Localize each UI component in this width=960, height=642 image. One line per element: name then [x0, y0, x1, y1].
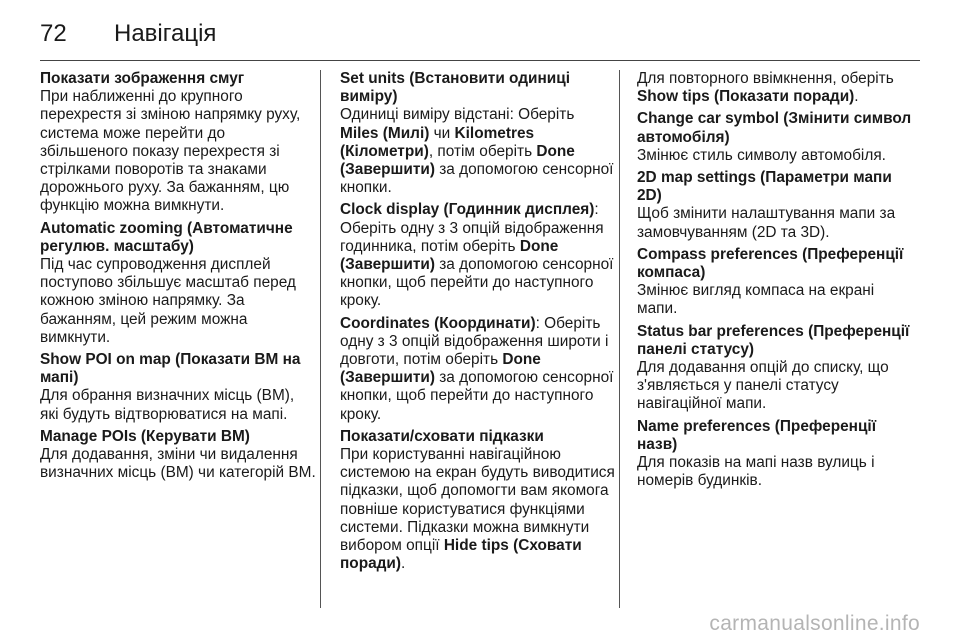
entry-body — [40, 88, 316, 215]
option-name: Kilometres (Кілометри) — [340, 124, 535, 160]
body-text: Для обрання визначних місць (ВМ), які будуть відтворюватися на мапі. — [40, 387, 295, 423]
entry-heading: Показати/сховати підказки — [340, 427, 544, 445]
section-title: Навігація — [114, 20, 217, 47]
header-rule — [40, 60, 920, 61]
column-divider — [619, 70, 620, 608]
text-column-1 — [40, 70, 316, 486]
manual-entry — [340, 315, 616, 424]
body-text: Змінює вигляд компаса на екрані мапи. — [637, 282, 875, 318]
entry-heading: Show POI on map (Показати ВМ на мапі) — [40, 351, 301, 387]
entry-body — [340, 106, 616, 197]
entry-body — [40, 446, 316, 482]
body-text: Одиниці виміру відстані: Оберіть — [340, 106, 575, 124]
manual-entry — [40, 351, 316, 424]
entry-body — [40, 256, 316, 347]
entry-body — [637, 205, 917, 241]
entry-heading: Compass preferences (Преференції компаса) — [637, 245, 904, 282]
manual-entry — [340, 70, 616, 197]
option-name: Done (Завершити) — [340, 237, 559, 274]
entry-body — [340, 446, 616, 573]
body-text: : Оберіть одну з 3 опцій відображення широти і довготи, потім оберіть — [340, 314, 609, 369]
option-name: Done (Завершити) — [340, 351, 541, 387]
manual-entry — [637, 418, 917, 491]
manual-entry — [637, 110, 917, 165]
entry-heading: Name preferences (Преференції назв) — [637, 417, 877, 453]
entry-body — [637, 147, 917, 165]
manual-entry — [340, 428, 616, 574]
entry-body — [637, 359, 917, 414]
text-column-2 — [340, 70, 616, 577]
entry-heading: Change car symbol (Змінити символ автомобіля) — [637, 110, 912, 146]
body-text: : Оберіть одну з 3 опцій відображення годинника, потім оберіть — [340, 201, 604, 255]
manual-entry — [637, 70, 917, 106]
body-text: за допомогою сенсорної кнопки, щоб перейти до наступного кроку. — [340, 256, 614, 310]
column-divider — [320, 70, 321, 608]
manual-entry — [637, 246, 917, 319]
entry-heading: Set units (Встановити одиниці виміру) — [340, 70, 570, 106]
body-text: . — [401, 555, 406, 573]
footer-watermark: carmanualsonline.info — [709, 612, 920, 635]
manual-entry — [40, 428, 316, 483]
entry-body — [340, 315, 616, 424]
entry-body — [340, 201, 616, 310]
body-text: При наближенні до крупного перехрестя зі зміною напрямку руху, система може перейти до збільшеного показу перехрестя зі стрілками поворотів та знаками дорожнього руху. За бажанням, цю функцію можна вимкнути. — [40, 88, 301, 215]
body-text: за допомогою сенсорної кнопки. — [340, 161, 614, 197]
entry-body — [40, 387, 316, 423]
body-text: При користуванні навігаційною системою на екран будуть виводитися підказки, щоб допомогти вам якомога повніше користуватися функціями системи. Підказки можна вимкнути вибором опції — [340, 446, 615, 555]
body-text: чи — [429, 124, 455, 142]
body-text: Щоб змінити налаштування мапи за замовчуванням (2D та 3D). — [637, 205, 896, 241]
entry-heading: Показати зображення смуг — [40, 70, 245, 87]
manual-entry — [637, 169, 917, 242]
entry-body — [637, 70, 917, 106]
entry-heading: Status bar preferences (Преференції панелі статусу) — [637, 322, 910, 358]
entry-heading: Manage POIs (Керувати ВМ) — [40, 427, 250, 445]
body-text: Змінює стиль символу автомобіля. — [637, 146, 886, 164]
manual-entry — [637, 323, 917, 414]
option-name: Show tips (Показати поради) — [637, 88, 855, 106]
body-text: , потім оберіть — [428, 142, 537, 160]
entry-body — [637, 454, 917, 490]
body-text: Для додавання, зміни чи видалення визначних місць (ВМ) чи категорій ВМ. — [40, 446, 316, 482]
entry-heading: Clock display (Годинник дисплея) — [340, 201, 595, 219]
option-name: Hide tips (Сховати поради) — [340, 537, 582, 573]
text-column-3 — [637, 70, 917, 494]
entry-heading: Coordinates (Координати) — [340, 314, 536, 332]
entry-heading: Automatic zooming (Автоматичне регулюв. масштабу) — [40, 219, 293, 255]
page-header — [40, 14, 216, 54]
entry-heading: 2D map settings (Параметри мапи 2D) — [637, 169, 892, 205]
body-text: Для показів на мапі назв вулиць і номерів будинків. — [637, 454, 875, 490]
page-number: 72 — [40, 20, 67, 47]
body-text: за допомогою сенсорної кнопки, щоб перейти до наступного кроку. — [340, 369, 614, 423]
manual-entry — [340, 201, 616, 310]
body-text: . — [854, 88, 859, 106]
body-text: Під час супроводження дисплей поступово збільшує масштаб перед кожною зміною напрямку. За бажанням, цей режим можна вимкнути. — [40, 256, 296, 346]
option-name: Done (Завершити) — [340, 142, 575, 179]
entry-body — [637, 282, 917, 318]
body-text: Для повторного ввімкнення, оберіть — [637, 70, 894, 87]
body-text: Для додавання опцій до списку, що з'являється у панелі статусу навігаційної мапи. — [637, 359, 889, 413]
manual-entry — [40, 220, 316, 347]
manual-entry — [40, 70, 316, 216]
option-name: Miles (Милі) — [340, 124, 430, 142]
